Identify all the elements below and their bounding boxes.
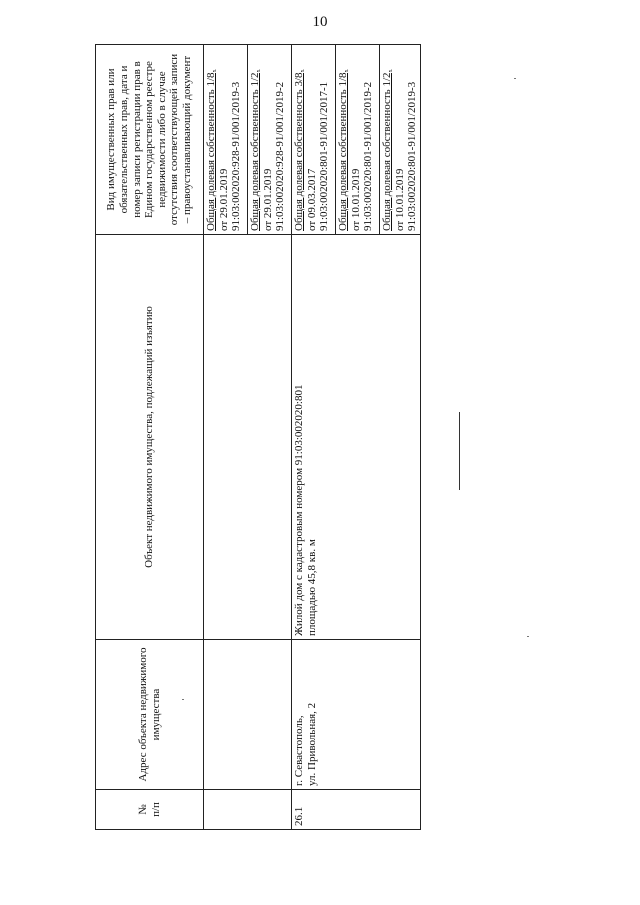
header-address-line: Адрес объекта недвижимого — [136, 647, 149, 782]
right-record: 91:03:002020:801-91/001/2019-3 — [406, 81, 419, 231]
right-type: Общая долевая собственность 1/8, — [205, 69, 217, 231]
right-record: 91:03:002020:928-91/001/2019-3 — [230, 81, 243, 231]
header-address-line: имущества — [149, 688, 162, 741]
scan-speck — [182, 699, 184, 700]
right-type: Общая долевая собственность 1/8, — [337, 69, 349, 231]
header-rights — [96, 45, 204, 235]
right-date: от 29.01.2019 — [217, 168, 230, 231]
header-rights-line: – правоустанавливающий документ — [181, 55, 194, 224]
right-date: от 29.01.2019 — [261, 168, 274, 231]
header-num-line: № — [136, 804, 149, 815]
right-record: 91:03:002020:928-91/001/2019-2 — [274, 81, 287, 231]
header-object-line: Объект недвижимого имущества, подлежащий изъятию — [143, 306, 156, 568]
right-type: Общая долевая собственность 3/8, — [293, 69, 305, 231]
property-table — [95, 44, 421, 830]
object-line: Жилой дом с кадастровым номером 91:03:002020:801 — [293, 384, 305, 636]
header-row — [96, 45, 204, 830]
right-type: Общая долевая собственность 1/2, — [249, 69, 261, 231]
cell-num: 26.1 — [292, 790, 421, 830]
scan-speck — [514, 78, 516, 79]
table-row — [204, 45, 248, 830]
cell-right — [292, 45, 336, 235]
address-line: г. Севастополь, — [293, 715, 305, 786]
cell-right — [248, 45, 292, 235]
cell-object — [292, 235, 421, 640]
right-record: 91:03:002020:801-91/001/2017-1 — [318, 81, 331, 231]
right-date: от 10.01.2019 — [349, 168, 362, 231]
rotated-table-container — [95, 45, 419, 830]
header-rights-line: отсутствия соответствующей записи — [168, 53, 181, 226]
right-record: 91:03:002020:801-91/001/2019-2 — [362, 81, 375, 231]
header-object — [96, 235, 204, 640]
object-line: площадью 45,8 кв. м — [305, 539, 318, 636]
address-line: ул. Привольная, 2 — [305, 702, 318, 786]
cell-right — [336, 45, 380, 235]
cell-address — [204, 640, 292, 790]
table-row — [292, 45, 336, 830]
header-rights-line: недвижимости либо в случае — [155, 71, 168, 208]
right-type: Общая долевая собственность 1/2, — [381, 69, 393, 231]
page-number: 10 — [312, 14, 328, 30]
header-rights-line: номер записи регистрации прав в — [130, 61, 143, 218]
header-num-line: п/п — [149, 802, 162, 817]
header-rights-line: Вид имущественных прав или — [105, 68, 118, 211]
cell-right — [204, 45, 248, 235]
rotated-table-frame — [95, 45, 419, 830]
cell-address — [292, 640, 421, 790]
cell-object — [204, 235, 292, 640]
end-of-table-line — [459, 412, 460, 490]
header-rights-line: Едином государственном реестре — [143, 61, 156, 218]
scan-speck — [527, 636, 529, 637]
right-date: от 09.03.2017 — [305, 168, 318, 231]
header-rights-line: обязательственных прав, дата и — [117, 65, 130, 214]
cell-num — [204, 790, 292, 830]
header-address — [96, 640, 204, 790]
cell-right — [380, 45, 421, 235]
header-num — [96, 790, 204, 830]
right-date: от 10.01.2019 — [393, 168, 406, 231]
